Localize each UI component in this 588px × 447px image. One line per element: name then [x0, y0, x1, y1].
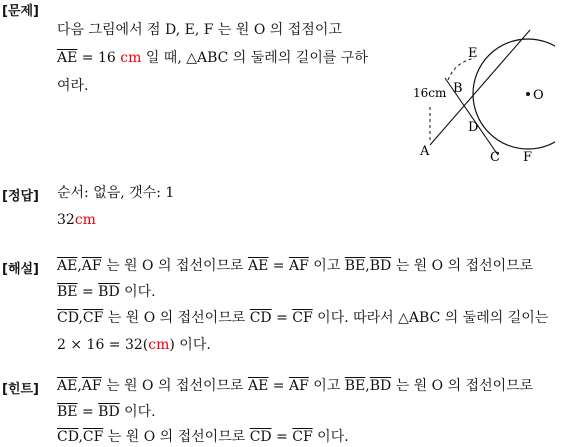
seg: $\overline{CD}$ [249, 429, 272, 445]
seg: $\overline{CD}$ [57, 429, 79, 445]
hint-line-3 [57, 427, 349, 447]
label-o: O [533, 88, 544, 103]
seg: $\overline{AF}$ [288, 378, 309, 394]
text: 는 원 O 의 접선이므로 [101, 378, 248, 394]
seg: $\overline{AF}$ [81, 378, 102, 394]
text: 이다. 따라서 △ABC 의 둘레의 길이는 [312, 310, 549, 326]
label-b: B [453, 81, 463, 96]
problem-unit: cm [120, 50, 142, 66]
problem-tag: [문제] [2, 4, 39, 19]
unit: cm [148, 337, 170, 353]
seg: $\overline{CD}$ [57, 310, 79, 326]
label-f: F [523, 150, 533, 165]
comma: , [78, 310, 83, 326]
seg: $\overline{CF}$ [82, 310, 104, 326]
seg: $\overline{BE}$ [57, 284, 78, 300]
eq: = [268, 378, 289, 394]
answer-meta: 순서: 없음, 갯수: 1 [57, 185, 175, 201]
text: 는 원 O 의 접선이므로 [101, 258, 248, 274]
answer-value: 32 [57, 212, 75, 228]
seg: $\overline{CF}$ [292, 310, 313, 326]
eq: = [268, 258, 289, 274]
seg: $\overline{AE}$ [248, 258, 269, 274]
text: 는 원 O 의 접선이므로 [391, 378, 534, 394]
seg: $\overline{BD}$ [98, 284, 120, 300]
close: ) 이다. [169, 337, 211, 353]
text: 는 원 O 의 접선이므로 [391, 258, 534, 274]
eq: = [77, 404, 99, 420]
label-c: C [490, 150, 500, 165]
label-length: 16cm [413, 86, 447, 100]
comma: , [77, 258, 82, 274]
text: 이고 [308, 258, 345, 274]
text: 는 원 O 의 접선이므로 [103, 429, 250, 445]
seg: $\overline{BE}$ [344, 378, 366, 394]
seg: $\overline{BD}$ [369, 378, 392, 394]
label-d: D [468, 120, 479, 135]
explanation-line-2 [57, 282, 156, 302]
answer-unit: cm [74, 212, 96, 228]
explanation-line-4 [57, 335, 211, 355]
seg: $\overline{CD}$ [249, 310, 272, 326]
comma: , [365, 378, 370, 394]
explanation-tag: [해설] [2, 262, 39, 277]
seg: $\overline{AE}$ [57, 258, 78, 274]
text: 이다. [119, 404, 156, 420]
text: 이고 [308, 378, 345, 394]
seg: $\overline{CF}$ [292, 429, 313, 445]
seg: $\overline{AF}$ [81, 258, 102, 274]
problem-rest: 일 때, △ABC 의 둘레의 길이를 구하 [141, 50, 368, 66]
eq: = [77, 284, 99, 300]
comma: , [365, 258, 370, 274]
problem-eq: = 16 [77, 50, 121, 66]
tangent-circle-figure [405, 26, 555, 166]
seg: $\overline{AE}$ [57, 378, 78, 394]
problem-line-3: 여라. [57, 78, 89, 94]
comma: , [78, 429, 83, 445]
expr: 2 × 16 = 32( [57, 337, 149, 353]
length-brace-upper [448, 58, 475, 80]
seg: $\overline{BE}$ [344, 258, 366, 274]
seg: $\overline{CF}$ [82, 429, 104, 445]
hint-tag: [힌트] [2, 382, 39, 397]
problem-line-1: 다음 그림에서 점 D, E, F 는 원 O 의 접점이고 [57, 22, 342, 38]
segment-ae: $\overline{AE}$ [57, 50, 78, 66]
center-point [526, 92, 530, 96]
text: 이다. [119, 284, 156, 300]
explanation-line-1 [57, 256, 533, 276]
eq: = [271, 310, 293, 326]
hint-line-2 [57, 402, 156, 422]
hint-line-1 [57, 376, 533, 396]
label-a: A [420, 144, 430, 159]
explanation-line-3 [57, 308, 548, 328]
seg: $\overline{AE}$ [248, 378, 269, 394]
seg: $\overline{BD}$ [369, 258, 392, 274]
problem-line-2 [57, 48, 368, 68]
seg: $\overline{BE}$ [57, 404, 78, 420]
comma: , [77, 378, 82, 394]
text: 는 원 O 의 접선이므로 [103, 310, 250, 326]
answer-tag: [정답] [2, 189, 39, 204]
text: 이다. [312, 429, 349, 445]
seg: $\overline{BD}$ [98, 404, 120, 420]
seg: $\overline{AF}$ [288, 258, 309, 274]
eq: = [271, 429, 293, 445]
label-e: E [468, 46, 478, 61]
answer-value-line [57, 210, 96, 230]
